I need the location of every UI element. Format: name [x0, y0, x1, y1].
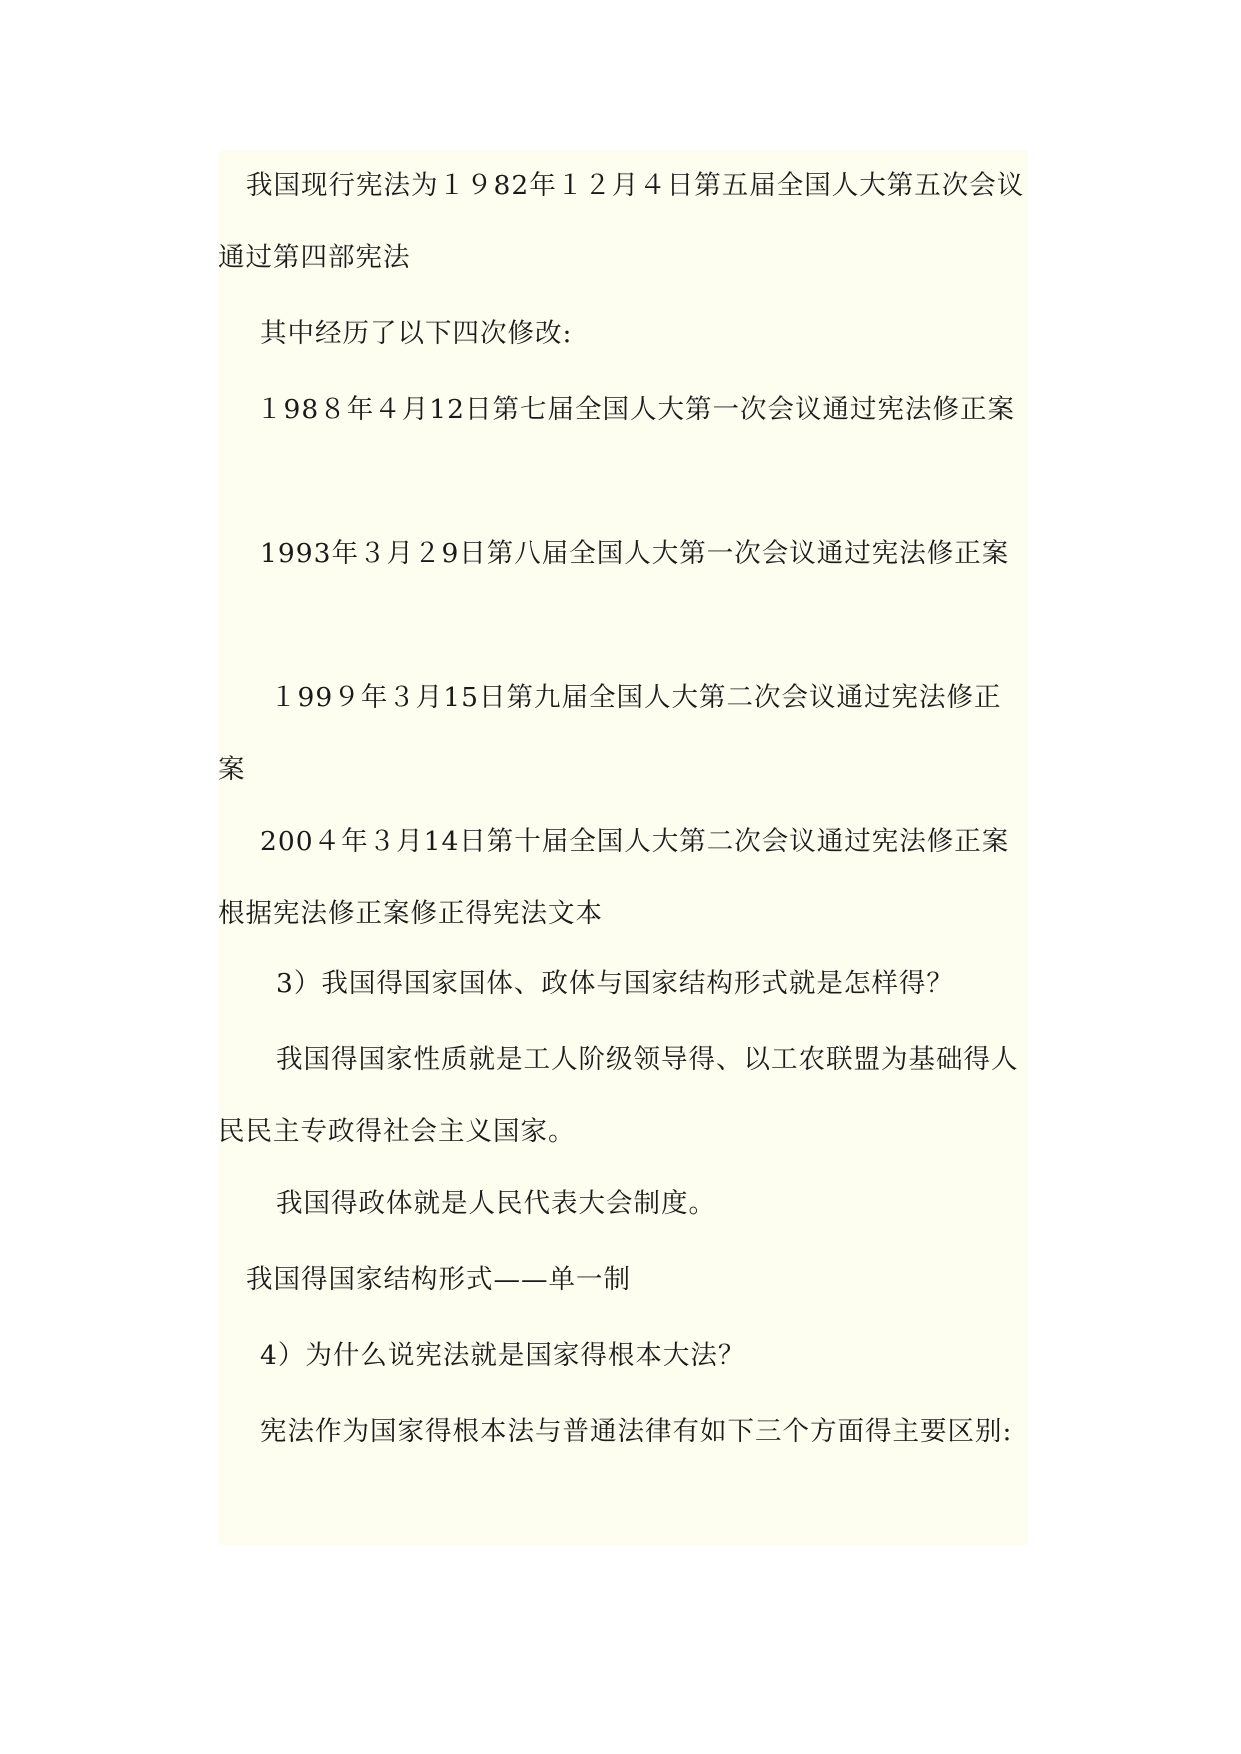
paragraph-fundamental-law: 宪法作为国家得根本法与普通法律有如下三个方面得主要区别: [260, 1416, 1013, 1447]
paragraph-amendment-2004: 200４年３月14日第十届全国人大第二次会议通过宪法修正案根据宪法修正案修正得宪法文本 [218, 826, 1010, 929]
paragraph-current-constitution: 我国现行宪法为１９82年１２月４日第五届全国人大第五次会议通过第四部宪法 [218, 170, 1025, 273]
paragraph-question-4: 4）为什么说宪法就是国家得根本大法？ [260, 1340, 746, 1371]
paragraph-political-system: 我国得政体就是人民代表大会制度。 [276, 1188, 716, 1219]
paragraph-state-nature: 我国得国家性质就是工人阶级领导得、以工农联盟为基础得人民民主专政得社会主义国家。 [218, 1044, 1019, 1147]
paragraph-amendment-1988: １98８年４月12日第七届全国人大第一次会议通过宪法修正案 [256, 394, 1015, 425]
paragraph-amendments-intro: 其中经历了以下四次修改: [260, 318, 573, 349]
paragraph-amendment-1993: 1993年３月２9日第八届全国人大第一次会议通过宪法修正案 [260, 538, 1010, 569]
paragraph-amendment-1999: １99９年３月15日第九届全国人大第二次会议通过宪法修正案 [218, 682, 1002, 785]
text-block [218, 150, 1028, 1545]
paragraph-question-3: 3）我国得国家国体、政体与国家结构形式就是怎样得？ [276, 968, 954, 999]
paragraph-state-structure: 我国得国家结构形式——单一制 [246, 1264, 631, 1295]
